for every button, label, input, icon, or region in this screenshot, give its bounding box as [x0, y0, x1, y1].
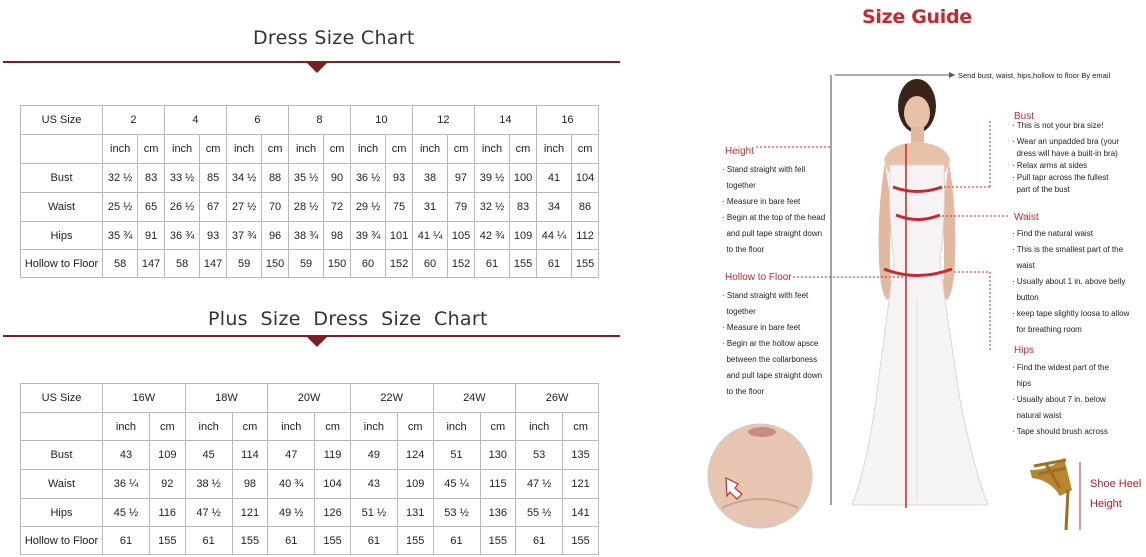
table-cell: 104 — [315, 470, 351, 499]
table-cell: 85 — [200, 164, 227, 193]
table-cell: 60 — [350, 250, 385, 278]
table-cell: 39 ¾ — [350, 222, 385, 250]
table-cell: 61 — [350, 527, 397, 555]
note-line: · Stand straight with feet — [722, 291, 809, 300]
table-cell: 155 — [572, 250, 599, 278]
unit-cm: cm — [448, 135, 475, 164]
table-cell: 31 — [412, 193, 447, 222]
row-label: Waist — [21, 470, 103, 499]
table-cell: 49 — [350, 441, 397, 470]
table-cell: 41 ¼ — [412, 222, 447, 250]
table-cell: 109 — [510, 222, 537, 250]
table-cell: 36 ¼ — [103, 470, 150, 499]
table-cell: 130 — [480, 441, 516, 470]
row-label: Hollow to Floor — [21, 250, 103, 278]
size-header: 6 — [226, 106, 288, 135]
table-cell: 45 — [185, 441, 232, 470]
table-cell: 147 — [138, 250, 165, 278]
table-cell: 155 — [149, 527, 185, 555]
table-cell: 35 ¾ — [103, 222, 138, 250]
size-header: 16W — [103, 384, 186, 413]
unit-cm: cm — [232, 413, 268, 441]
note-line: · Begin at the top of the head — [722, 213, 826, 222]
table-cell: 67 — [200, 193, 227, 222]
table-cell: 61 — [185, 527, 232, 555]
table-cell: 55 ½ — [516, 499, 563, 527]
unit-cm: cm — [324, 135, 351, 164]
table-cell: 121 — [232, 499, 268, 527]
table-cell: 37 ¾ — [226, 222, 261, 250]
size-header: 16 — [536, 106, 598, 135]
table-cell: 45 ¼ — [433, 470, 480, 499]
table-cell: 61 — [268, 527, 315, 555]
note-line: dress will have a built-in bra) — [1016, 149, 1118, 158]
table-cell: 47 ½ — [516, 470, 563, 499]
unit-cm: cm — [563, 413, 599, 441]
table-cell: 32 ½ — [103, 164, 138, 193]
hips-notes — [1012, 360, 1109, 440]
note-line: natural waist — [1016, 411, 1062, 420]
table-cell: 72 — [324, 193, 351, 222]
unit-inch: inch — [103, 135, 138, 164]
plus-chart-title: Plus Size Dress Size Chart — [208, 308, 488, 330]
row-label: Bust — [21, 441, 103, 470]
note-line: · Pull tapr across the fullest — [1012, 173, 1109, 182]
table-cell: 109 — [397, 470, 433, 499]
row-label: Hips — [21, 499, 103, 527]
table-cell: 155 — [397, 527, 433, 555]
height-heading: Height — [725, 146, 754, 157]
unit-inch: inch — [433, 413, 480, 441]
table-cell: 121 — [563, 470, 599, 499]
note-line: · Measure in bare feet — [722, 197, 801, 206]
table-cell: 26 ½ — [164, 193, 199, 222]
note-line: between the collarboness — [726, 355, 818, 364]
table-cell: 47 — [268, 441, 315, 470]
table-cell: 60 — [412, 250, 447, 278]
table-cell: 115 — [480, 470, 516, 499]
table-cell: 136 — [480, 499, 516, 527]
height-notes — [722, 162, 825, 258]
table-cell: 25 ½ — [103, 193, 138, 222]
size-header: 22W — [350, 384, 433, 413]
top-arrow-head — [949, 72, 955, 78]
note-line: waist — [1016, 261, 1035, 270]
table-cell: 155 — [563, 527, 599, 555]
row-label: Waist — [21, 193, 103, 222]
table-cell: 42 ¾ — [474, 222, 509, 250]
hips-heading: Hips — [1014, 345, 1035, 356]
note-line: part of the bust — [1016, 185, 1070, 194]
table-cell: 93 — [200, 222, 227, 250]
neck-closeup — [708, 424, 812, 528]
bust-notes — [1012, 120, 1119, 196]
note-line: · Relax arms at sides — [1012, 161, 1088, 170]
table-cell: 58 — [164, 250, 199, 278]
table-cell: 51 ½ — [350, 499, 397, 527]
note-line: · Measure in bare feet — [722, 323, 801, 332]
size-header: 4 — [164, 106, 226, 135]
note-line: hips — [1016, 379, 1032, 388]
table-cell: 61 — [103, 527, 150, 555]
unit-inch: inch — [412, 135, 447, 164]
note-line: · keep tape slightly loosa to allow — [1012, 309, 1130, 318]
send-measurements-note: Send bust, waist, hips,hollow to floor By email — [958, 71, 1111, 80]
size-header: 10 — [350, 106, 412, 135]
unit-inch: inch — [268, 413, 315, 441]
table-cell: 116 — [149, 499, 185, 527]
waist-notes — [1012, 226, 1129, 338]
table-cell: 59 — [288, 250, 323, 278]
note-line: · This is the smallest part of the — [1012, 245, 1124, 254]
table-cell: 39 ½ — [474, 164, 509, 193]
table-cell: 40 ¾ — [268, 470, 315, 499]
table-cell: 61 — [474, 250, 509, 278]
table-cell: 75 — [386, 193, 413, 222]
shoe-heel-height-label — [1090, 474, 1141, 514]
unit-inch: inch — [226, 135, 261, 164]
table-cell: 43 — [350, 470, 397, 499]
table-cell: 126 — [315, 499, 351, 527]
table-cell: 51 — [433, 441, 480, 470]
table-cell: 58 — [103, 250, 138, 278]
unit-inch: inch — [288, 135, 323, 164]
unit-cm: cm — [262, 135, 289, 164]
table-cell: 83 — [138, 164, 165, 193]
note-line: and pull tape straight down — [726, 371, 823, 380]
table-cell: 41 — [536, 164, 571, 193]
table-cell: 104 — [572, 164, 599, 193]
table-cell: 155 — [480, 527, 516, 555]
size-header: 24W — [433, 384, 516, 413]
size-header: 2 — [103, 106, 165, 135]
table-cell: 35 ½ — [288, 164, 323, 193]
note-line: · This is not your bra size! — [1012, 121, 1104, 130]
us-size-header: US Size — [21, 384, 103, 413]
size-header: 8 — [288, 106, 350, 135]
table-cell: 119 — [315, 441, 351, 470]
table-cell: 124 — [397, 441, 433, 470]
note-line: · Wear an unpadded bra (your — [1012, 137, 1120, 146]
table-cell: 83 — [510, 193, 537, 222]
table-cell: 36 ½ — [350, 164, 385, 193]
note-line: together — [726, 307, 756, 316]
table-cell: 38 ¾ — [288, 222, 323, 250]
model-face — [904, 96, 930, 130]
table-cell: 79 — [448, 193, 475, 222]
note-line: together — [726, 181, 756, 190]
neck-closeup-circle — [708, 424, 812, 528]
note-line: · Stand straight with fell — [722, 165, 806, 174]
unit-cm: cm — [572, 135, 599, 164]
row-label: Hips — [21, 222, 103, 250]
table-cell: 59 — [226, 250, 261, 278]
table-cell: 105 — [448, 222, 475, 250]
table-cell: 100 — [510, 164, 537, 193]
size-header: 26W — [516, 384, 599, 413]
table-cell: 155 — [510, 250, 537, 278]
table-cell: 155 — [315, 527, 351, 555]
table-cell: 34 ½ — [226, 164, 261, 193]
row-label: Bust — [21, 164, 103, 193]
note-line: · Tape should brush across — [1012, 427, 1108, 436]
note-line: · Find the natural waist — [1012, 229, 1093, 238]
table-cell: 61 — [536, 250, 571, 278]
unit-cm: cm — [480, 413, 516, 441]
table-cell: 147 — [200, 250, 227, 278]
note-line: button — [1016, 293, 1039, 302]
unit-inch: inch — [536, 135, 571, 164]
table-cell: 96 — [262, 222, 289, 250]
table-cell: 43 — [103, 441, 150, 470]
table-cell: 150 — [262, 250, 289, 278]
note-line: · Begin ar the hollow apsce — [722, 339, 819, 348]
table-cell: 38 — [412, 164, 447, 193]
table-cell: 114 — [232, 441, 268, 470]
shoe-illustration — [1030, 458, 1080, 530]
unit-inch: inch — [474, 135, 509, 164]
note-line: and pull tape straight down — [726, 229, 823, 238]
shoe-label-line1: Shoe Heel — [1090, 478, 1142, 490]
table-cell: 34 — [536, 193, 571, 222]
note-line: to the floor — [726, 387, 765, 396]
table-cell: 152 — [448, 250, 475, 278]
hollow-to-floor-notes — [722, 288, 822, 400]
table-cell: 112 — [572, 222, 599, 250]
table-cell: 28 ½ — [288, 193, 323, 222]
unit-inch: inch — [185, 413, 232, 441]
unit-inch: inch — [103, 413, 150, 441]
us-size-header: US Size — [21, 106, 103, 135]
size-header: 14 — [474, 106, 536, 135]
table-cell: 53 — [516, 441, 563, 470]
table-cell: 38 ½ — [185, 470, 232, 499]
table-cell: 88 — [262, 164, 289, 193]
unit-cm: cm — [149, 413, 185, 441]
dress-chart-title: Dress Size Chart — [253, 27, 415, 49]
note-line: for breathing room — [1016, 325, 1082, 334]
table-cell: 53 ½ — [433, 499, 480, 527]
table-cell: 70 — [262, 193, 289, 222]
table-cell: 93 — [386, 164, 413, 193]
note-line: · Find the widest part of the — [1012, 363, 1109, 372]
table-cell: 90 — [324, 164, 351, 193]
table-cell: 92 — [149, 470, 185, 499]
table-cell: 150 — [324, 250, 351, 278]
table-cell: 86 — [572, 193, 599, 222]
bust-heading: Bust — [1014, 111, 1035, 122]
table-cell: 44 ¼ — [536, 222, 571, 250]
table-cell: 131 — [397, 499, 433, 527]
table-cell: 27 ½ — [226, 193, 261, 222]
model-neck — [911, 127, 924, 143]
table-cell: 36 ¾ — [164, 222, 199, 250]
table-cell: 32 ½ — [474, 193, 509, 222]
note-line: to the floor — [726, 245, 765, 254]
shoe-label-line2: Height — [1090, 498, 1122, 510]
unit-inch: inch — [164, 135, 199, 164]
unit-inch: inch — [350, 135, 385, 164]
table-cell: 109 — [149, 441, 185, 470]
table-cell: 155 — [232, 527, 268, 555]
table-cell: 97 — [448, 164, 475, 193]
shoe-heel — [1066, 490, 1068, 530]
table-cell: 65 — [138, 193, 165, 222]
table-cell: 91 — [138, 222, 165, 250]
unit-cm: cm — [510, 135, 537, 164]
table-cell: 135 — [563, 441, 599, 470]
table-cell: 49 ½ — [268, 499, 315, 527]
table-cell: 29 ½ — [350, 193, 385, 222]
size-header: 18W — [185, 384, 268, 413]
unit-cm: cm — [386, 135, 413, 164]
table-cell: 141 — [563, 499, 599, 527]
hollow-to-floor-heading: Hollow to Floor — [725, 272, 792, 283]
unit-inch: inch — [516, 413, 563, 441]
size-header: 20W — [268, 384, 351, 413]
table-cell: 152 — [386, 250, 413, 278]
neck-closeup-lips — [748, 427, 776, 437]
unit-cm: cm — [315, 413, 351, 441]
unit-inch: inch — [350, 413, 397, 441]
row-label: Hollow to Floor — [21, 527, 103, 555]
table-cell: 33 ½ — [164, 164, 199, 193]
unit-cm: cm — [397, 413, 433, 441]
unit-cm: cm — [138, 135, 165, 164]
table-cell: 61 — [433, 527, 480, 555]
size-header: 12 — [412, 106, 474, 135]
note-line: · Usually about 1 in. above belly — [1012, 277, 1126, 286]
table-cell: 47 ½ — [185, 499, 232, 527]
table-cell: 61 — [516, 527, 563, 555]
unit-cm: cm — [200, 135, 227, 164]
size-guide-title: Size Guide — [862, 6, 972, 28]
table-cell: 98 — [324, 222, 351, 250]
note-line: · Usually about 7 in. below — [1012, 395, 1106, 404]
table-cell: 45 ½ — [103, 499, 150, 527]
waist-heading: Waist — [1014, 212, 1039, 223]
table-cell: 101 — [386, 222, 413, 250]
model-figure — [852, 79, 988, 505]
table-cell: 98 — [232, 470, 268, 499]
